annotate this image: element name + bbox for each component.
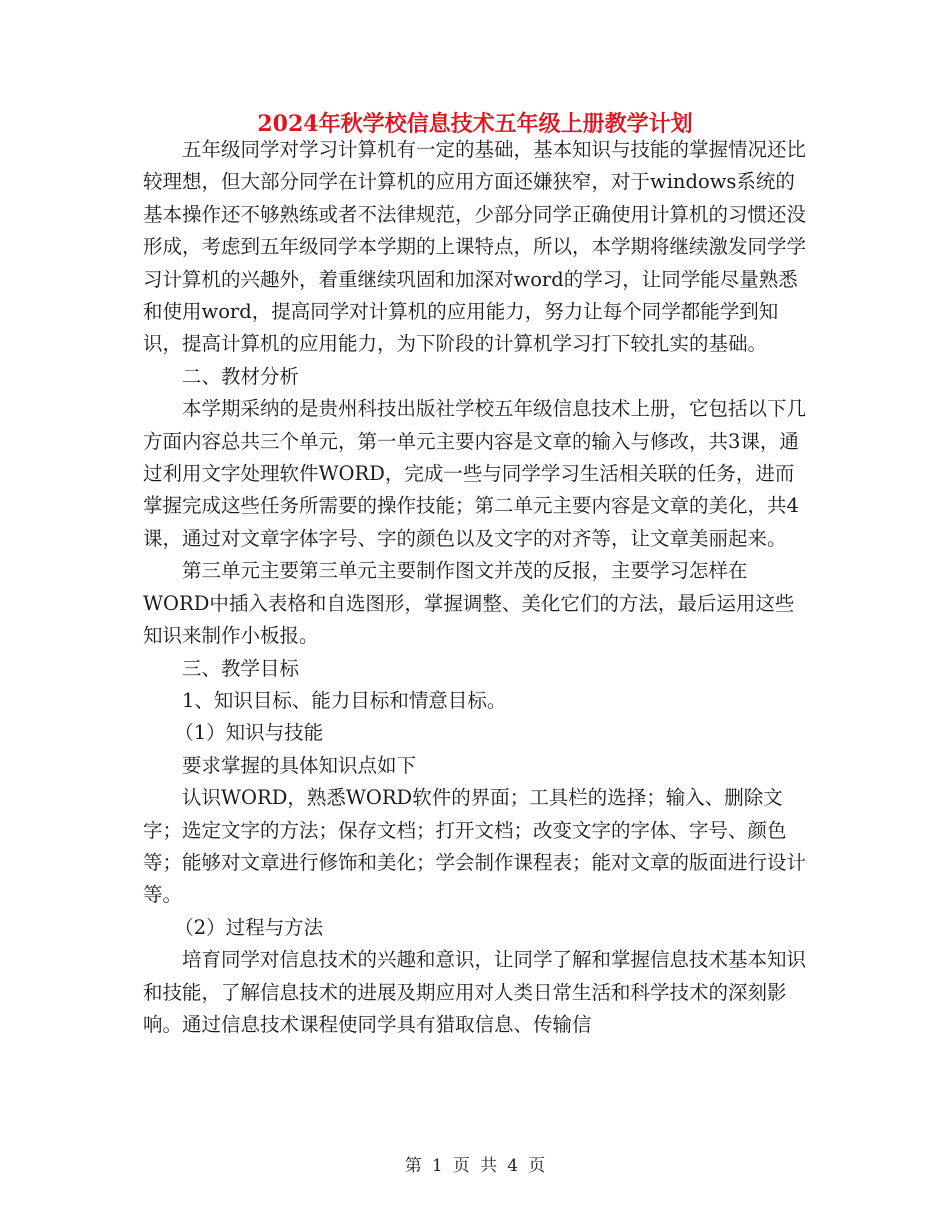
footer-total-unit: 页 [528,1156,546,1176]
unit-three-paragraph: 第三单元主要第三单元主要制作图文并茂的反报，主要学习怎样在WORD中插入表格和自选图形，掌握调整、美化它们的方法，最后运用这些知识来制作小板报。 [143,559,795,648]
page-footer [0,1154,950,1178]
section-heading-teaching-goals: 三、教学目标 [182,656,300,680]
document-body [143,134,813,1041]
goals-item-1: 1、知识目标、能力目标和情意目标。 [182,688,507,712]
knowledge-points-paragraph: 认识WORD，熟悉WORD软件的界面；工具栏的选择；输入、删除文字；选定文字的方法；保存文档；打开文档；改变文字的字体、字号、颜色等；能够对文章进行修饰和美化；学会制作课程表；能对文章的版面进行设计等。 [143,786,807,907]
footer-total-prefix: 共 [480,1156,498,1176]
footer-page-number: 1 [431,1156,443,1176]
intro-paragraph: 五年级同学对学习计算机有一定的基础，基本知识与技能的掌握情况还比较理想，但大部分同学在计算机的应用方面还嫌狭窄，对于windows系统的基本操作还不够熟练或者不法律规范，少部分同学正确使用计算机的习惯还没形成，考虑到五年级同学本学期的上课特点，所以，本学期将继续激发同学学习计算机的兴趣外，着重继续巩固和加深对word的学习，让同学能尽量熟悉和使用word，提高同学对计算机的应用能力，努力让每个同学都能学到知识，提高计算机的应用能力，为下阶段的计算机学习打下较扎实的基础。 [143,138,807,356]
process-methods-paragraph: 培育同学对信息技术的兴趣和意识，让同学了解和掌握信息技术基本知识和技能，了解信息技术的进展及期应用对人类日常生活和科学技术的深刻影响。通过信息技术课程使同学具有猎取信息、传输信 [143,948,807,1036]
document-title: 2024年秋学校信息技术五年级上册教学计划 [257,111,693,137]
footer-prefix: 第 [404,1156,422,1176]
section-heading-textbook-analysis: 二、教材分析 [182,364,300,388]
subheading-knowledge-skills: （1）知识与技能 [174,721,324,745]
subheading-process-methods: （2）过程与方法 [174,915,324,939]
textbook-analysis-paragraph: 本学期采纳的是贵州科技出版社学校五年级信息技术上册，它包括以下几方面内容总共三个单元，第一单元主要内容是文章的输入与修改，共3课，通过利用文字处理软件WORD，完成一些与同学学习生活相关联的任务，进而掌握完成这些任务所需要的操作技能；第二单元主要内容是文章的美化，共4课，通过对文章字体字号、字的颜色以及文字的对齐等，让文章美丽起来。 [143,397,807,550]
footer-page-unit: 页 [452,1156,470,1176]
footer-total-pages: 4 [507,1156,519,1176]
knowledge-points-intro: 要求掌握的具体知识点如下 [182,753,417,777]
